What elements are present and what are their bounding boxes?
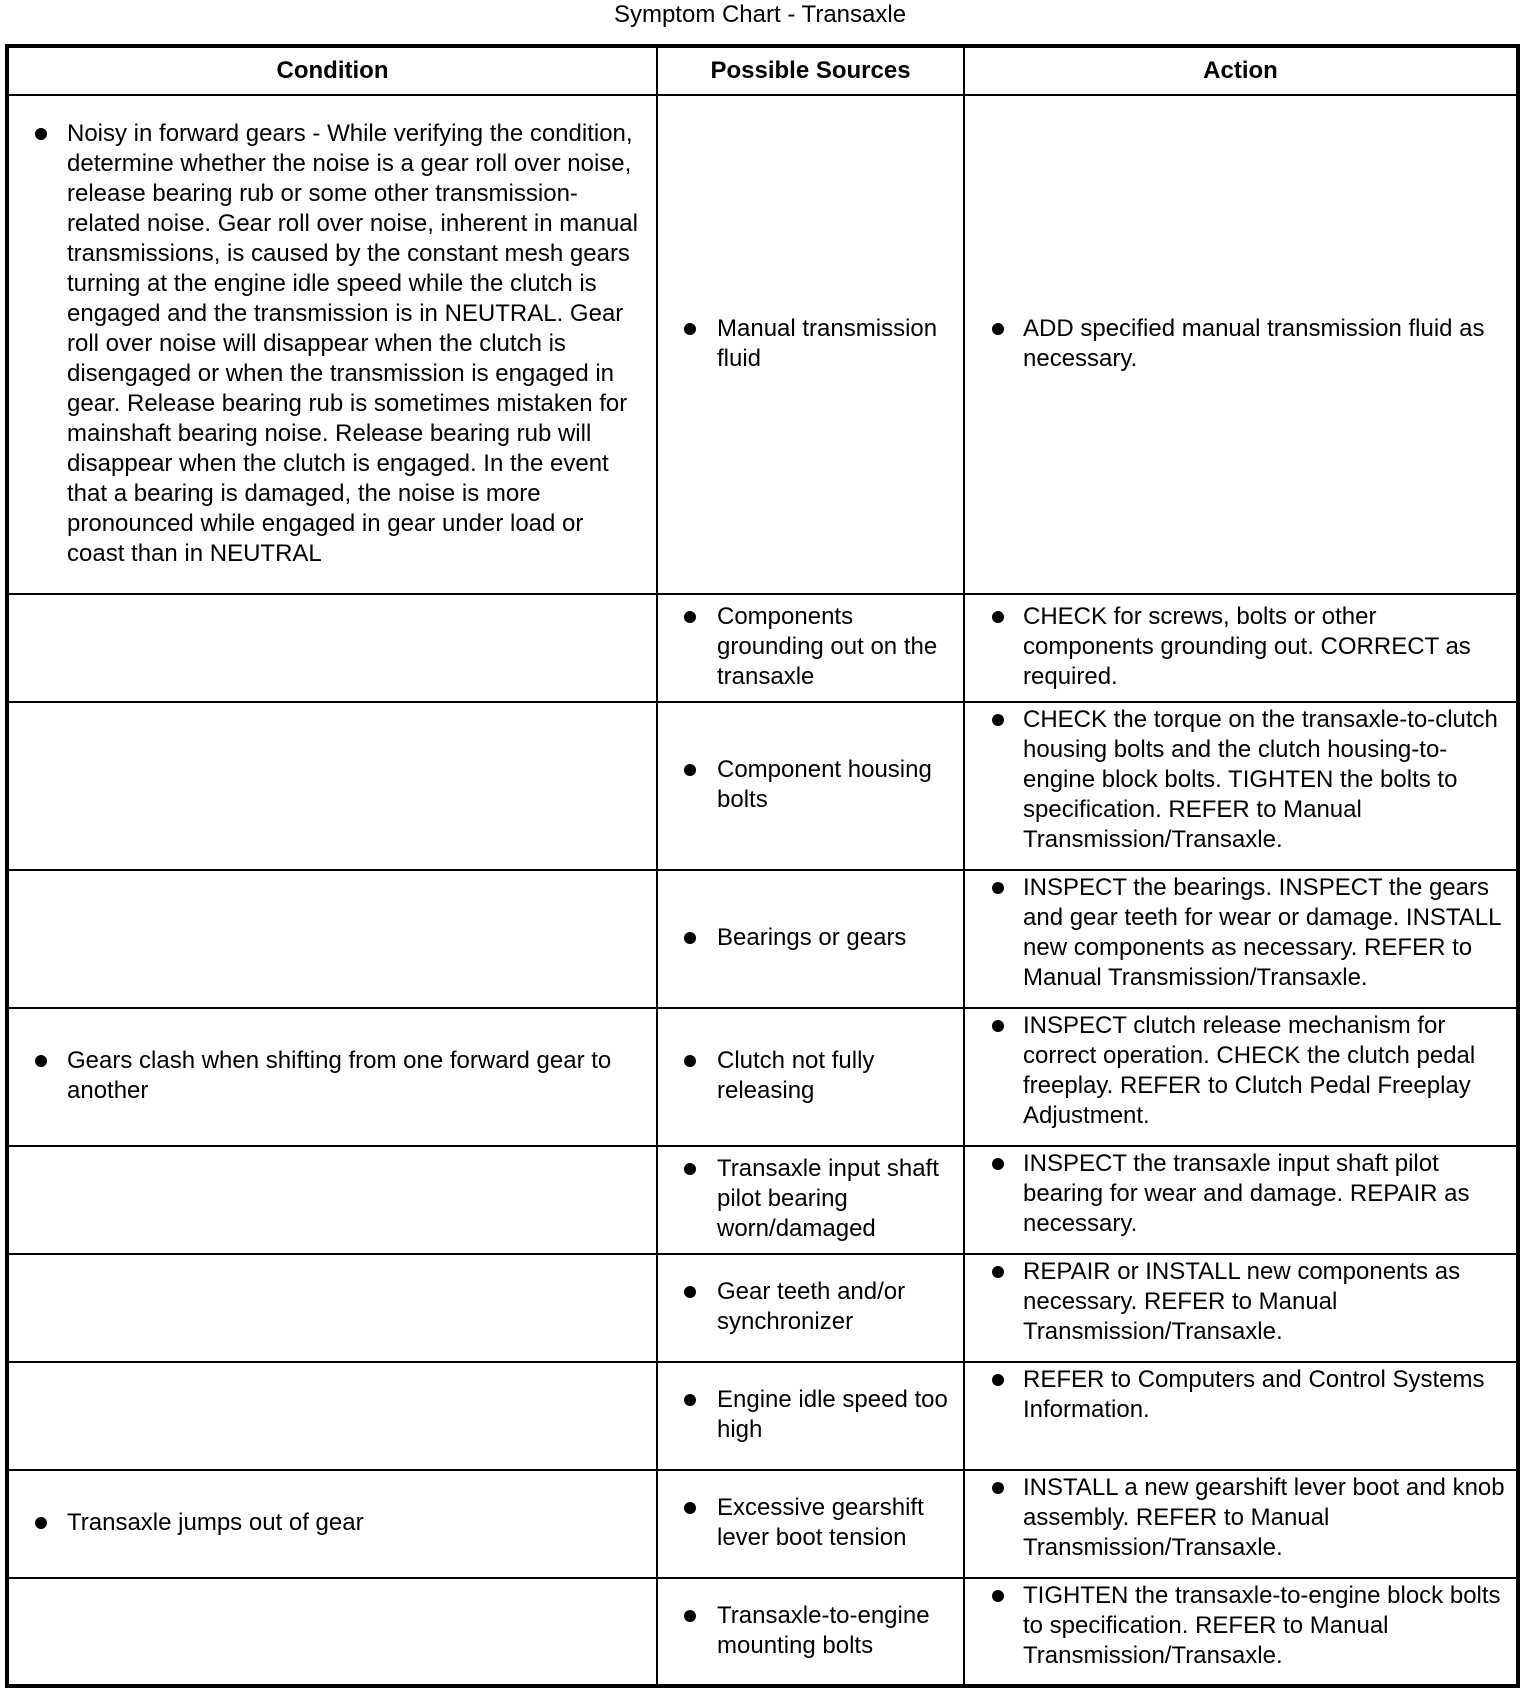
table-row [7,702,1518,870]
action-cell [964,1008,1518,1146]
action-item [965,1471,1516,1567]
action-item [965,1579,1516,1675]
action-cell [964,1254,1518,1362]
chart-title: Symptom Chart - Transaxle [613,1,907,28]
source-item [658,921,963,957]
action-item [965,1363,1516,1429]
condition-text: Noisy in forward gears - While verifying the condition, determine whether the noise is a gear roll over noise, release bearing rub or some other transmission-related noise. Gear roll over noise, inherent in manual transmissions, is caused by the constant mesh gears turning at the engine idle speed while the clutch is engaged and the transmission is in NEUTRAL. Gear roll over noise will disappear when the clutch is disengaged or when the transmission is engaged in gear. Release bearing rub is sometimes mistaken for mainshaft bearing noise. Release bearing rub will disappear when the clutch is engaged. In the event that a bearing is damaged, the noise is more pronounced while engaged in gear under load or coast than in NEUTRAL [67,119,638,567]
source-text: Engine idle speed too high [717,1386,948,1443]
table-row [7,1146,1518,1254]
possible-source-cell [657,1146,964,1254]
possible-source-cell [657,1008,964,1146]
action-cell [964,594,1518,702]
bullet-icon [684,1394,696,1406]
possible-source-cell [657,702,964,870]
bullet-icon [992,1020,1004,1032]
condition-cell [7,870,657,1008]
bullet-icon [992,1374,1004,1386]
source-text: Manual transmission fluid [717,314,938,372]
condition-cell [7,1362,657,1470]
bullet-icon [684,764,696,776]
action-text: CHECK for screws, bolts or other components grounding out. CORRECT as required. [1023,603,1471,690]
source-item [658,1044,963,1110]
source-item [658,1275,963,1341]
action-item [965,1009,1516,1135]
action-text: ADD specified manual transmission fluid as necessary. [1023,314,1485,372]
action-cell [964,95,1518,594]
action-item [965,312,1516,378]
condition-cell [7,1146,657,1254]
source-item [658,753,963,819]
action-text: REPAIR or INSTALL new components as necessary. REFER to Manual Transmission/Transaxle. [1023,1258,1461,1345]
condition-cell [7,1254,657,1362]
condition-text: Transaxle jumps out of gear [67,1509,364,1536]
bullet-icon [684,1502,696,1514]
table-row [7,1578,1518,1686]
bullet-icon [992,882,1004,894]
table-body [7,95,1518,1686]
condition-cell [7,1470,657,1578]
header-action: Action [964,46,1518,95]
action-cell [964,870,1518,1008]
action-item [965,703,1516,859]
action-cell [964,1470,1518,1578]
source-item [658,600,963,696]
bullet-icon [992,611,1004,623]
action-text: REFER to Computers and Control Systems Information. [1023,1366,1485,1423]
table-row [7,1008,1518,1146]
table-row [7,1254,1518,1362]
action-text: INSPECT clutch release mechanism for correct operation. CHECK the clutch pedal freeplay. REFER to Clutch Pedal Freeplay Adjustment. [1023,1012,1476,1129]
action-text: INSPECT the bearings. INSPECT the gears and gear teeth for wear or damage. INSTALL new components as necessary. REFER to Manual Transmission/Transaxle. [1023,874,1501,991]
source-text: Bearings or gears [717,924,907,951]
table-header-row [7,46,1518,95]
action-cell [964,702,1518,870]
table-row [7,594,1518,702]
bullet-icon [684,1055,696,1067]
condition-cell [7,1008,657,1146]
source-item [658,1383,963,1449]
action-item [965,600,1516,696]
bullet-icon [992,1590,1004,1602]
condition-item [9,117,656,573]
condition-cell [7,1578,657,1686]
bullet-icon [992,1158,1004,1170]
condition-cell [7,702,657,870]
possible-source-cell [657,1578,964,1686]
condition-text: Gears clash when shifting from one forward gear to another [67,1047,612,1104]
bullet-icon [684,323,696,335]
condition-item [9,1506,656,1542]
source-text: Component housing bolts [717,756,932,813]
source-text: Clutch not fully releasing [717,1047,875,1104]
table-row [7,95,1518,594]
possible-source-cell [657,1362,964,1470]
header-condition: Condition [7,46,657,95]
table-row [7,1470,1518,1578]
action-cell [964,1578,1518,1686]
bullet-icon [684,1286,696,1298]
source-text: Transaxle-to-engine mounting bolts [717,1601,930,1659]
condition-item [9,1044,656,1110]
bullet-icon [35,128,47,140]
source-text: Gear teeth and/or synchronizer [717,1278,906,1335]
possible-source-cell [657,1254,964,1362]
table-row [7,1362,1518,1470]
source-item [658,312,963,378]
source-text: Excessive gearshift lever boot tension [717,1494,924,1551]
source-item [658,1599,963,1665]
action-text: CHECK the torque on the transaxle-to-clutch housing bolts and the clutch housing-to-engine block bolts. TIGHTEN the bolts to specification. REFER to Manual Transmission/Transaxle. [1023,706,1498,853]
bullet-icon [992,1266,1004,1278]
bullet-icon [684,932,696,944]
symptom-chart-table [5,44,1520,1688]
bullet-icon [992,714,1004,726]
action-item [965,1147,1516,1243]
action-text: INSTALL a new gearshift lever boot and knob assembly. REFER to Manual Transmission/Transaxle. [1023,1474,1505,1561]
bullet-icon [684,1610,696,1622]
possible-source-cell [657,870,964,1008]
action-cell [964,1362,1518,1470]
possible-source-cell [657,594,964,702]
possible-source-cell [657,1470,964,1578]
action-item [965,871,1516,997]
source-text: Components grounding out on the transaxle [717,603,938,690]
source-item [658,1152,963,1248]
bullet-icon [35,1055,47,1067]
bullet-icon [684,611,696,623]
bullet-icon [992,323,1004,335]
condition-cell [7,95,657,594]
action-text: TIGHTEN the transaxle-to-engine block bolts to specification. REFER to Manual Transmission/Transaxle. [1023,1582,1501,1669]
action-item [965,1255,1516,1351]
table-row [7,870,1518,1008]
bullet-icon [684,1163,696,1175]
header-possible-sources: Possible Sources [657,46,964,95]
source-item [658,1491,963,1557]
bullet-icon [35,1517,47,1529]
bullet-icon [992,1482,1004,1494]
action-cell [964,1146,1518,1254]
source-text: Transaxle input shaft pilot bearing worn/damaged [717,1155,939,1242]
possible-source-cell [657,95,964,594]
condition-cell [7,594,657,702]
action-text: INSPECT the transaxle input shaft pilot bearing for wear and damage. REPAIR as necessary. [1023,1150,1470,1237]
